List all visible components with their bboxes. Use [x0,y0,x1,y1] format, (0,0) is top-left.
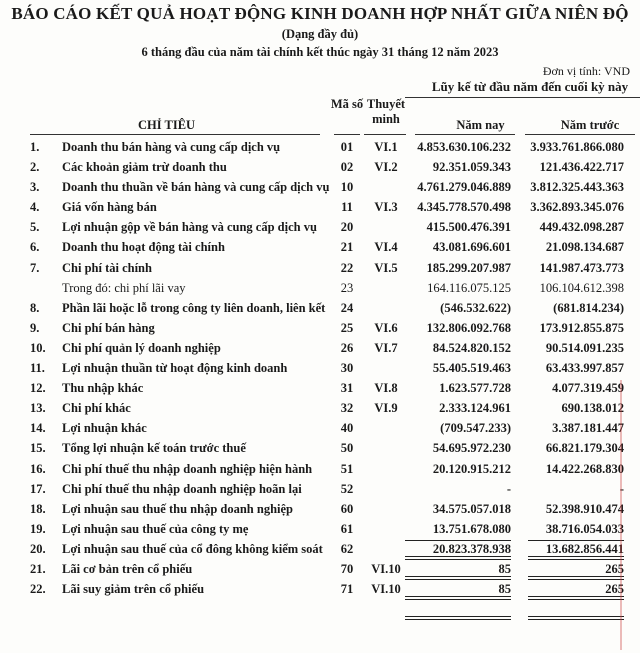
column-header-chi-tieu: CHỈ TIÊU [138,118,196,132]
row-code: 61 [340,521,354,536]
report-subtitle: (Dạng đầy đủ) [281,27,359,41]
row-number: 1. [30,140,40,154]
table-row [0,298,640,318]
row-value-nam-nay: 54.695.972.230 [432,441,511,456]
row-code: 52 [340,481,354,496]
row-value-nam-nay: 85 [498,561,511,576]
table-row [0,459,640,479]
row-label: Chi phí thuế thu nhập doanh nghiệp hiện hành [62,461,313,476]
row-code: 01 [340,140,354,154]
row-value-nam-truoc: 21.098.134.687 [545,240,624,255]
row-code: 31 [340,381,354,396]
row-number: 7. [30,260,40,275]
report-period: 6 tháng đầu của năm tài chính kết thúc ngày 31 tháng 12 năm 2023 [141,45,499,59]
row-value-nam-nay: 55.405.519.463 [432,361,511,376]
row-number: 6. [30,240,40,255]
row-value-nam-truoc: 141.987.473.773 [539,260,624,275]
row-label: Tổng lợi nhuận kế toán trước thuế [62,441,246,456]
row-label: Phần lãi hoặc lỗ trong công ty liên doanh, liên kết [62,300,326,315]
row-value-nam-truoc: 66.821.179.304 [545,441,624,456]
row-number: 10. [30,340,46,355]
row-value-nam-truoc: 449.432.098.287 [539,220,624,235]
row-number: 13. [30,401,46,416]
table-row [0,278,640,298]
row-code: 24 [340,300,354,315]
row-value-nam-nay: 2.333.124.961 [439,401,511,416]
row-code: 26 [340,340,354,355]
row-code: 10 [340,180,354,195]
row-value-nam-nay: 20.120.915.212 [432,461,511,476]
row-label: Lợi nhuận thuần từ hoạt động kinh doanh [62,361,288,376]
header-rule-ma-so [334,134,360,135]
row-code: 02 [340,160,354,175]
row-value-nam-truoc: 4.077.319.459 [552,381,624,396]
row-label: Lãi suy giảm trên cổ phiếu [62,582,205,597]
table-row [0,398,640,418]
row-label: Lãi cơ bản trên cổ phiếu [62,561,193,576]
row-label: Lợi nhuận khác [62,421,147,436]
row-value-nam-truoc: 3.933.761.866.080 [530,140,624,154]
nci-double-rule-nam-truoc [528,596,624,600]
row-note: VI.10 [371,561,401,576]
row-label: Chi phí tài chính [62,260,152,275]
row-value-nam-truoc: 63.433.997.857 [545,361,624,376]
table-row [0,499,640,519]
table-row [0,338,640,358]
seal-stamp-edge [620,380,640,650]
cumulative-underline [405,97,640,98]
row-code: 62 [340,541,354,556]
row-code: 23 [340,280,354,295]
row-value-nam-nay: 132.806.092.768 [426,320,511,335]
row-value-nam-nay: 84.524.820.152 [432,340,511,355]
row-value-nam-truoc: 52.398.910.474 [545,501,624,516]
row-number: 17. [30,481,46,496]
row-note: VI.7 [374,340,398,355]
column-header-ma-so: Mã số [330,97,364,111]
row-value-nam-truoc: 3.387.181.447 [552,421,624,436]
row-code: 40 [340,421,354,436]
row-label: Chi phí bán hàng [62,320,155,335]
row-code: 11 [341,200,353,215]
row-code: 50 [340,441,354,456]
table-row [0,137,640,157]
row-label: Chi phí quản lý doanh nghiệp [62,340,221,355]
row-code: 32 [340,401,354,416]
parent-double-rule-nam-truoc [528,576,624,580]
row-note: VI.2 [374,160,398,175]
table-row [0,237,640,257]
row-value-nam-nay: - [506,481,511,496]
row-note: VI.6 [374,320,398,335]
row-value-nam-truoc: 3.812.325.443.363 [530,180,624,195]
row-number: 15. [30,441,46,456]
subtotal-rule-nam-nay [405,540,511,541]
row-value-nam-truoc: 690.138.012 [561,401,624,416]
row-value-nam-nay: (709.547.233) [440,421,511,436]
table-row [0,177,640,197]
row-value-nam-nay: 20.823.378.938 [432,541,511,556]
table-row [0,479,640,499]
nci-double-rule-nam-nay [405,596,511,600]
row-label: Lợi nhuận sau thuế của cổ đông không kiểm soát [62,541,323,556]
row-value-nam-nay: 13.751.678.080 [432,521,511,536]
row-value-nam-nay: 164.116.075.125 [427,280,511,295]
row-value-nam-truoc: 173.912.855.875 [539,320,624,335]
row-label: Các khoản giảm trừ doanh thu [62,160,227,175]
table-row [0,358,640,378]
row-value-nam-nay: 4.853.630.106.232 [417,140,511,154]
row-value-nam-nay: 185.299.207.987 [426,260,511,275]
row-value-nam-truoc: 3.362.893.345.076 [530,200,624,215]
row-number: 2. [30,160,40,175]
table-row [0,318,640,338]
row-value-nam-truoc: 121.436.422.717 [539,160,624,175]
row-label: Doanh thu thuần về bán hàng và cung cấp dịch vụ [62,180,330,195]
row-value-nam-nay: 85 [498,582,511,597]
table-row [0,217,640,237]
row-value-nam-nay: 34.575.057.018 [432,501,511,516]
row-label: Lợi nhuận sau thuế thu nhập doanh nghiệp [62,501,293,516]
row-code: 51 [340,461,354,476]
row-value-nam-nay: 415.500.476.391 [426,220,511,235]
row-label: Doanh thu bán hàng và cung cấp dịch vụ [62,140,281,154]
row-value-nam-nay: 1.623.577.728 [439,381,511,396]
table-row [0,197,640,217]
row-code: 60 [340,501,354,516]
row-label: Lợi nhuận gộp về bán hàng và cung cấp dịch vụ [62,220,317,235]
column-header-nam-truoc: Năm trước [560,118,620,132]
row-note: VI.1 [374,140,398,154]
row-note: VI.5 [374,260,398,275]
header-rule-thuyet-minh [364,134,406,135]
row-label: Chi phí thuế thu nhập doanh nghiệp hoãn lại [62,481,302,496]
row-value-nam-truoc: 38.716.054.033 [545,521,624,536]
row-code: 21 [340,240,354,255]
row-number: 14. [30,421,46,436]
row-value-nam-nay: 43.081.696.601 [432,240,511,255]
row-code: 22 [340,260,354,275]
row-note: VI.9 [374,401,398,416]
row-note: VI.8 [374,381,398,396]
row-code: 71 [340,582,354,597]
row-number: 16. [30,461,46,476]
cumulative-header: Lũy kế từ đầu năm đến cuối kỳ này [431,79,629,94]
row-value-nam-truoc: 106.104.612.398 [539,280,624,295]
table-row [0,258,640,278]
header-rule-nam-truoc [525,134,635,135]
table-row [0,157,640,177]
row-label: Chi phí khác [62,401,131,416]
header-rule-nam-nay [415,134,515,135]
row-note: VI.3 [374,200,398,215]
row-value-nam-nay: 92.351.059.343 [432,160,511,175]
currency-unit: Đơn vị tính: VND [542,64,630,78]
row-number: 5. [30,220,40,235]
row-number: 3. [30,180,40,195]
row-code: 25 [340,320,354,335]
row-value-nam-truoc: 90.514.091.235 [545,340,624,355]
row-value-nam-truoc: - [619,481,624,496]
row-value-nam-truoc: 13.682.856.441 [545,541,624,556]
row-value-nam-nay: 4.761.279.046.889 [417,180,511,195]
row-label: Lợi nhuận sau thuế của công ty mẹ [62,521,249,536]
row-value-nam-truoc: 265 [605,582,624,597]
row-note: VI.4 [374,240,398,255]
subtotal-rule-nam-truoc [528,540,624,541]
column-header-nam-nay: Năm nay [456,118,505,132]
row-number: 8. [30,300,40,315]
header-rule-chi-tieu [30,134,320,135]
row-note: VI.10 [371,582,401,597]
row-value-nam-nay: 4.345.778.570.498 [417,200,511,215]
eps-double-rule-nam-truoc [528,616,624,620]
row-label: Thu nhập khác [62,381,144,396]
row-code: 30 [340,361,354,376]
report-title: BÁO CÁO KẾT QUẢ HOẠT ĐỘNG KINH DOANH HỢP NHẤT GIỮA NIÊN ĐỘ [11,4,629,23]
row-number: 22. [30,582,46,597]
parent-double-rule-nam-nay [405,576,511,580]
row-number: 20. [30,541,46,556]
table-row [0,438,640,458]
table-row [0,519,640,539]
table-row [0,378,640,398]
row-number: 11. [30,361,45,376]
row-code: 70 [340,561,354,576]
row-number: 19. [30,521,46,536]
total-double-rule-nam-nay [405,556,511,560]
row-number: 4. [30,200,40,215]
row-label: Doanh thu hoạt động tài chính [62,240,225,255]
row-value-nam-nay: (546.532.622) [440,300,511,315]
row-number: 12. [30,381,46,396]
income-statement-table [0,137,640,599]
row-number: 21. [30,561,46,576]
column-header-thuyet-minh: Thuyết minh [366,97,406,126]
row-number: 18. [30,501,46,516]
total-double-rule-nam-truoc [528,556,624,560]
row-value-nam-truoc: 265 [605,561,624,576]
row-number: 9. [30,320,40,335]
row-label: Giá vốn hàng bán [62,200,157,215]
row-code: 20 [340,220,354,235]
row-label: Trong đó: chi phí lãi vay [62,280,186,295]
row-value-nam-truoc: 14.422.268.830 [545,461,624,476]
eps-double-rule-nam-nay [405,616,511,620]
table-row [0,418,640,438]
row-value-nam-truoc: (681.814.234) [553,300,624,315]
